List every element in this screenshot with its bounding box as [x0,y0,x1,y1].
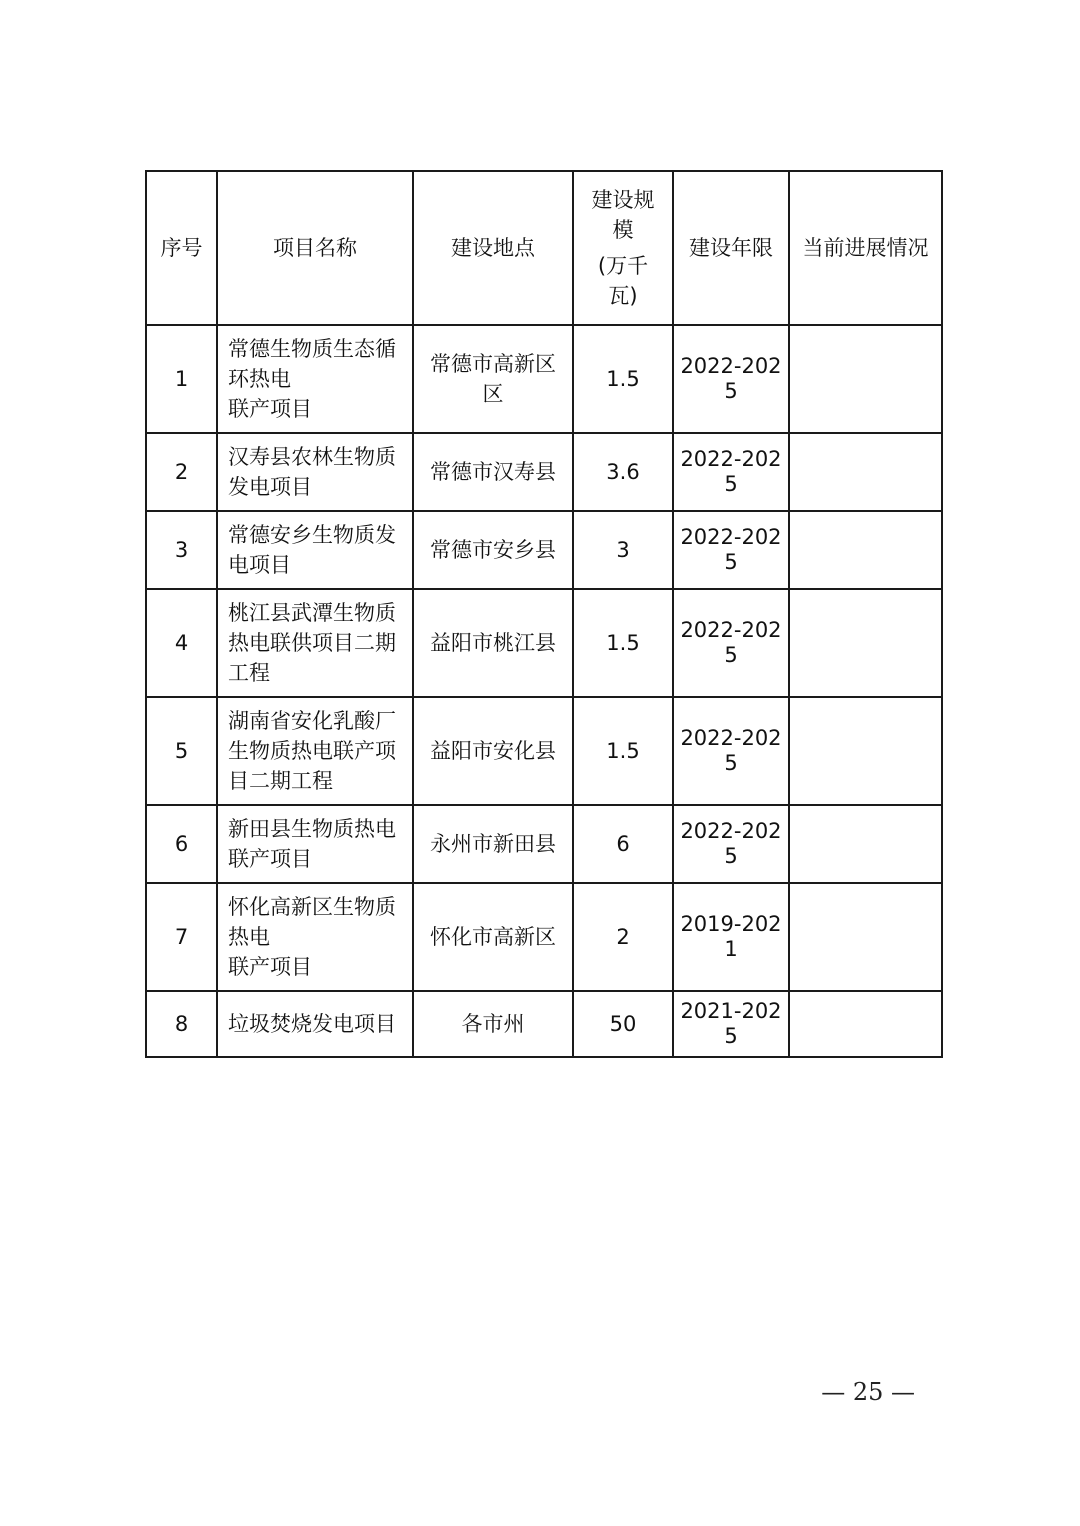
cell-scale-text: 1.5 [606,739,640,763]
cell-name-text: 常德生物质生态循 环热电 联产项目 [228,337,396,421]
cell-index-text: 4 [174,631,189,655]
cell-period [673,589,789,697]
cell-period-text: 2021-202 5 [680,999,782,1048]
cell-period [673,883,789,991]
header-scale-unit: (万千 瓦) [597,254,649,308]
cell-period-text: 2022-202 5 [680,726,782,775]
cell-period-text: 2022-202 5 [680,618,782,667]
table-row [146,589,942,697]
cell-period-text: 2022-202 5 [680,447,782,496]
header-name: 项目名称 [217,171,413,325]
cell-index [146,433,217,511]
project-table [145,170,943,1058]
cell-period-text: 2022-202 5 [680,819,782,868]
table-row [146,511,942,589]
cell-period [673,805,789,883]
cell-progress [789,697,942,805]
cell-name-text: 常德安乡生物质发 电项目 [228,523,396,577]
cell-name-text: 湖南省安化乳酸厂 生物质热电联产项 目二期工程 [228,709,396,793]
header-scale-title: 建设规 模 [591,188,655,242]
cell-scale-text: 1.5 [606,631,640,655]
page-number: — 25 — [821,1378,915,1406]
cell-name [217,883,413,991]
cell-scale [573,511,673,589]
cell-scale [573,991,673,1057]
cell-index [146,511,217,589]
cell-scale-text: 6 [616,832,630,856]
header-index: 序号 [146,171,217,325]
cell-progress [789,325,942,433]
cell-location [413,589,573,697]
header-location: 建设地点 [413,171,573,325]
cell-name [217,589,413,697]
table-row [146,883,942,991]
table-row [146,325,942,433]
cell-period-text: 2022-202 5 [680,354,782,403]
cell-location-text: 益阳市桃江县 [430,631,556,655]
cell-period [673,991,789,1057]
cell-index-text: 6 [174,832,189,856]
cell-scale-text: 3 [616,538,630,562]
cell-location [413,805,573,883]
cell-period [673,325,789,433]
header-scale [573,171,673,325]
cell-scale-text: 1.5 [606,367,640,391]
cell-index-text: 3 [174,538,189,562]
cell-location [413,511,573,589]
cell-location [413,325,573,433]
cell-location-text: 常德市高新区 区 [430,352,556,406]
cell-location-text: 永州市新田县 [430,832,556,856]
cell-period [673,511,789,589]
cell-index [146,697,217,805]
cell-name [217,325,413,433]
cell-index [146,883,217,991]
cell-period [673,433,789,511]
table-row [146,991,942,1057]
cell-scale [573,589,673,697]
cell-scale-text: 50 [609,1012,637,1036]
cell-name [217,991,413,1057]
cell-location-text: 各市州 [461,1012,525,1036]
cell-index-text: 2 [174,460,189,484]
cell-name-text: 垃圾焚烧发电项目 [228,1012,396,1036]
cell-progress [789,589,942,697]
table-header-row [146,171,942,325]
cell-scale [573,805,673,883]
cell-scale-text: 2 [616,925,630,949]
table-row [146,697,942,805]
cell-location-text: 常德市汉寿县 [430,460,556,484]
cell-progress [789,805,942,883]
cell-progress [789,883,942,991]
cell-index-text: 8 [174,1012,189,1036]
cell-name [217,433,413,511]
cell-index-text: 5 [174,739,189,763]
cell-name [217,697,413,805]
table-row [146,805,942,883]
cell-scale [573,883,673,991]
cell-location-text: 常德市安乡县 [430,538,556,562]
cell-index-text: 7 [174,925,189,949]
cell-period-text: 2022-202 5 [680,525,782,574]
cell-name-text: 新田县生物质热电 联产项目 [228,817,396,871]
cell-location [413,433,573,511]
cell-progress [789,511,942,589]
cell-scale [573,325,673,433]
cell-location [413,697,573,805]
cell-name [217,805,413,883]
cell-name-text: 桃江县武潭生物质 热电联供项目二期 工程 [228,601,396,685]
cell-name-text: 汉寿县农林生物质 发电项目 [228,445,396,499]
cell-scale [573,697,673,805]
cell-index [146,991,217,1057]
cell-period-text: 2019-202 1 [680,912,782,961]
cell-scale-text: 3.6 [606,460,640,484]
cell-location-text: 益阳市安化县 [430,739,556,763]
cell-progress [789,433,942,511]
cell-scale [573,433,673,511]
cell-location-text: 怀化市高新区 [430,925,556,949]
cell-location [413,883,573,991]
header-period: 建设年限 [673,171,789,325]
cell-period [673,697,789,805]
header-progress: 当前进展情况 [789,171,942,325]
cell-index [146,805,217,883]
cell-index [146,325,217,433]
cell-location [413,991,573,1057]
cell-index-text: 1 [174,367,189,391]
cell-progress [789,991,942,1057]
cell-name [217,511,413,589]
cell-name-text: 怀化高新区生物质 热电 联产项目 [228,895,396,979]
table-row [146,433,942,511]
cell-index [146,589,217,697]
